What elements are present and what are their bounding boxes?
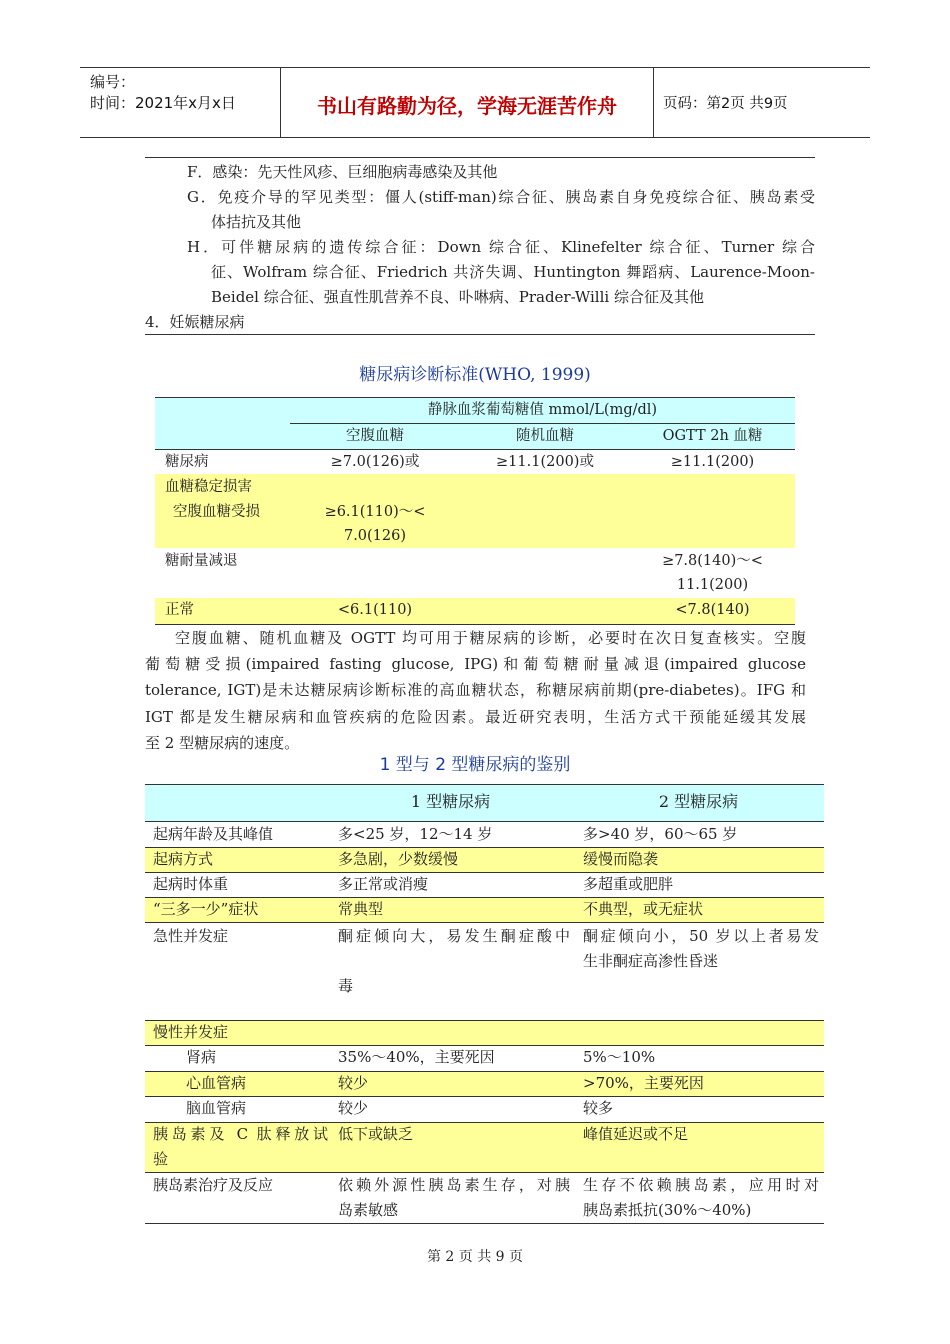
row-label: 胰岛素及 C 肽释放试 — [153, 1125, 328, 1143]
table-cell: 7.0(126) — [343, 528, 407, 544]
diagnosis-table — [155, 397, 795, 625]
table-cell: 5%～10% — [583, 1048, 656, 1066]
date-line: 时间：2021年x月x日 — [90, 94, 236, 112]
table-cell: 依赖外源性胰岛素生存，对胰 — [338, 1176, 570, 1194]
list-item-h: H．可伴糖尿病的遗传综合征：Down 综合征、Klinefelter 综合征、Turner 综合 — [187, 238, 815, 256]
row-label: 急性并发症 — [153, 927, 229, 945]
row-label: “三多一少”症状 — [153, 900, 259, 918]
table-cell: 低下或缺乏 — [338, 1125, 414, 1143]
row-label: 起病方式 — [153, 850, 214, 868]
row-label: 胰岛素治疗及反应 — [153, 1176, 274, 1194]
column-header: 空腹血糖 — [346, 428, 404, 444]
serial-label: 编号： — [90, 73, 136, 91]
list-item-f: F．感染：先天性风疹、巨细胞病毒感染及其他 — [187, 163, 498, 181]
table-cell: 较多 — [583, 1099, 614, 1117]
table-cell: 峰值延迟或不足 — [583, 1125, 689, 1143]
row-label: 验 — [153, 1150, 169, 1168]
list-item-h-cont: 征、Wolfram 综合征、Friedrich 共济失调、Huntington 舞蹈病、Laurence-Moon- — [211, 263, 815, 281]
header-meta — [90, 72, 236, 114]
list-item-g: G．免疫介导的罕见类型：僵人(stiff-man)综合征、胰岛素自身免疫综合征、胰岛素受 — [187, 188, 815, 206]
row-label: 糖尿病 — [165, 454, 209, 470]
row-label: 起病年龄及其峰值 — [153, 825, 274, 843]
paragraph-line: tolerance, IGT)是未达糖尿病诊断标准的高血糖状态，称糖尿病前期(pre-diabetes)。IFG 和 — [145, 681, 806, 700]
table-rule — [145, 922, 824, 923]
paragraph-line: IGT 都是发生糖尿病和血管疾病的危险因素。最近研究表明，生活方式干预能延缓其发展 — [145, 707, 806, 726]
table-cell: ≥11.1(200)或 — [496, 454, 594, 470]
table-cell: >70%，主要死因 — [583, 1074, 704, 1092]
table-cell: <7.8(140) — [675, 602, 750, 618]
table-cell: 毒 — [338, 977, 354, 995]
table-cell: 多<25 岁，12～14 岁 — [338, 825, 493, 843]
list-item-g-cont: 体拮抗及其他 — [211, 213, 302, 231]
header-divider — [653, 68, 654, 137]
table-cell: 缓慢而隐袭 — [583, 850, 659, 868]
table-cell: 生非酮症高渗性昏迷 — [583, 952, 719, 970]
paragraph-line: 空腹血糖、随机血糖及 OGTT 均可用于糖尿病的诊断，必要时在次日复查核实。空腹 — [175, 629, 806, 647]
table-rule — [145, 784, 824, 785]
table-cell: ≥7.0(126)或 — [330, 454, 420, 470]
row-label: 慢性并发症 — [153, 1023, 229, 1041]
list-item-h-cont: Beidel 综合征、强直性肌营养不良、卟啉病、Prader-Willi 综合征及其他 — [211, 288, 704, 306]
row-label: 心血管病 — [186, 1074, 247, 1092]
group-header: 静脉血浆葡萄糖值 mmol/L(mg/dl) — [427, 402, 658, 418]
page-footer: 第 2 页 共 9 页 — [426, 1249, 524, 1265]
list-item-4: 4．妊娠糖尿病 — [145, 313, 245, 331]
row-label: 正常 — [165, 602, 194, 618]
table-cell: 生存不依赖胰岛素，应用时对 — [583, 1176, 819, 1194]
table-cell: 多超重或肥胖 — [583, 875, 674, 893]
table-cell: 多>40 岁，60～65 岁 — [583, 825, 738, 843]
table-cell: 常典型 — [338, 900, 384, 918]
paragraph-line: 葡萄糖受损(impaired fasting glucose, IPG)和葡萄糖耐量减退(impaired glucose — [145, 655, 806, 674]
table-cell: 酮症倾向大，易发生酮症酸中 — [338, 927, 570, 945]
table-cell: 35%～40%，主要死因 — [338, 1048, 495, 1066]
header-motto: 书山有路勤为径，学海无涯苦作舟 — [317, 94, 617, 118]
row-label: 血糖稳定损害 — [165, 479, 252, 495]
table-cell: 不典型，或无症状 — [583, 900, 704, 918]
row-label: 糖耐量减退 — [165, 553, 238, 569]
table-cell: <6.1(110) — [337, 602, 413, 618]
table-cell: 较少 — [338, 1099, 369, 1117]
table1-title-cn: 糖尿病诊断标准 — [359, 365, 479, 385]
header-page-info: 页码：第2页 共9页 — [663, 96, 788, 112]
table2-title: 1 型与 2 型糖尿病的鉴别 — [379, 755, 571, 775]
paragraph-line: 至 2 型糖尿病的速度。 — [145, 733, 300, 752]
section-rule — [145, 157, 815, 158]
table-cell: 多急剧，少数缓慢 — [338, 850, 459, 868]
table-cell: 岛素敏感 — [338, 1201, 399, 1219]
table1-title — [0, 360, 950, 385]
table-cell: 胰岛素抵抗(30%～40%) — [583, 1201, 752, 1219]
body-paragraph — [145, 625, 806, 756]
table-cell: 酮症倾向小，50 岁以上者易发 — [583, 927, 819, 945]
comparison-table — [145, 784, 824, 1224]
table1-title-en: (WHO, 1999) — [478, 365, 591, 385]
column-header: 1 型糖尿病 — [410, 792, 491, 811]
row-label: 脑血管病 — [186, 1099, 247, 1117]
table-cell: 较少 — [338, 1074, 369, 1092]
row-label: 空腹血糖受损 — [173, 504, 260, 520]
column-header: OGTT 2h 血糖 — [662, 428, 763, 444]
table-cell: ≥7.8(140)～< — [662, 553, 763, 569]
column-header: 随机血糖 — [516, 428, 574, 444]
table-cell: ≥6.1(110)～< — [324, 504, 426, 520]
column-header: 2 型糖尿病 — [658, 792, 739, 811]
table-cell: 多正常或消瘦 — [338, 875, 429, 893]
section-rule — [145, 334, 815, 335]
row-label: 肾病 — [186, 1048, 217, 1066]
table-cell: 11.1(200) — [676, 577, 749, 593]
table-cell: ≥11.1(200) — [670, 454, 755, 470]
row-label: 起病时体重 — [153, 875, 229, 893]
page-header — [80, 67, 870, 138]
table-rule — [145, 1223, 824, 1224]
